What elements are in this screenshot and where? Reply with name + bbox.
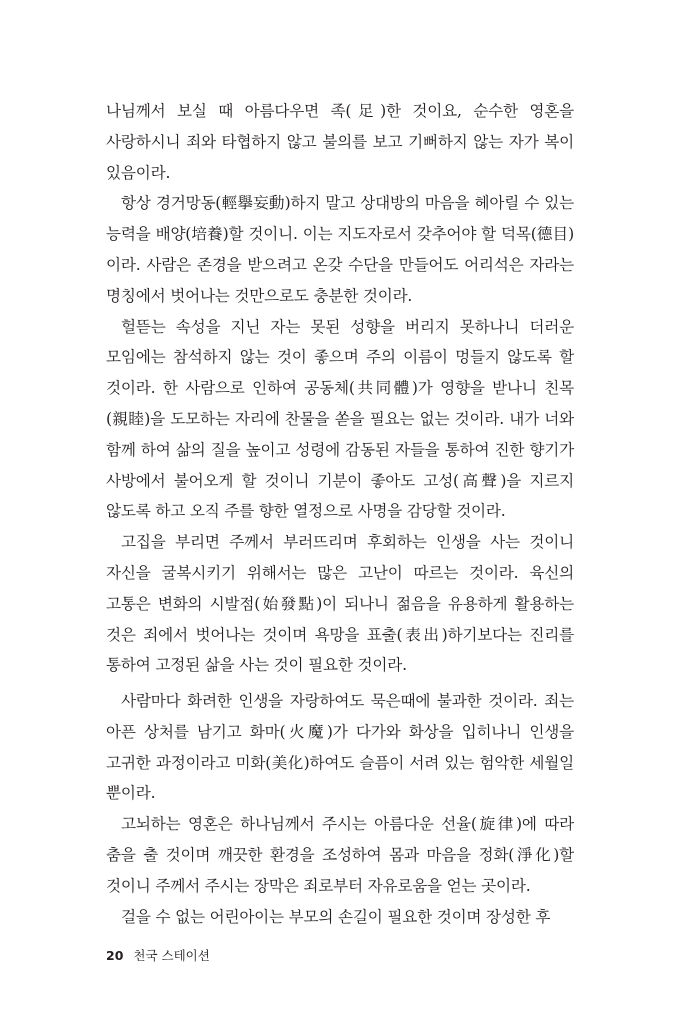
paragraph: 헐뜯는 속성을 지닌 자는 못된 성향을 버리지 못하나니 더러운 모임에는 참석하지 않는 것이 좋으며 주의 이름이 멍들지 않도록 할 것이라. 한 사람으로 인하여 공동체(共同體)가 영향을 받나니 친목(親睦)을 도모하는 자리에 찬물을 쏟을 필요는 없는 것이라. 내가 너와 함께 하여 삶의 질을 높이고 성령에 감동된 자들을 통하여 진한 향기가 사방에서 불어오게 할 것이니 기분이 좋아도 고성(高聲)을 지르지 않도록 하고 오직 주를 향한 열정으로 사명을 감당할 것이라. [106, 317, 574, 521]
text-section-2 [106, 686, 574, 932]
paragraph: 고집을 부리면 주께서 부러뜨리며 후회하는 인생을 사는 것이니 자신을 굴복시키기 위해서는 많은 고난이 따르는 것이라. 육신의 고통은 변화의 시발점(始發點)이 되나니 젊음을 유용하게 활용하는 것은 죄에서 벗어나는 것이며 욕망을 표출(表出)하기보다는 진리를 통하여 고정된 삶을 사는 것이 필요한 것이라. [106, 533, 574, 675]
paragraph: 고뇌하는 영혼은 하나님께서 주시는 아름다운 선율(旋律)에 따라 춤을 출 것이며 깨끗한 환경을 조성하여 몸과 마음을 정화(淨化)할 것이니 주께서 주시는 장막은 죄로부터 자유로움을 얻는 곳이라. [106, 815, 574, 895]
page-footer [106, 946, 210, 964]
page-number: 20 [106, 948, 124, 963]
text-section-1 [106, 96, 574, 681]
paragraph: 항상 경거망동(輕擧妄動)하지 말고 상대방의 마음을 헤아릴 수 있는 능력을 배양(培養)할 것이니. 이는 지도자로서 갖추어야 할 덕목(德目)이라. 사람은 존경을 받으려고 온갖 수단을 만들어도 어리석은 자라는 명칭에서 벗어나는 것만으로도 충분한 것이라. [106, 194, 574, 305]
book-title: 천국 스테이션 [133, 948, 210, 963]
paragraph-continuation: 나님께서 보실 때 아름다우면 족(足)한 것이요, 순수한 영혼을 사랑하시니 죄와 타협하지 않고 불의를 보고 기뻐하지 않는 자가 복이 있음이라. [106, 102, 574, 182]
paragraph: 걸을 수 없는 어린아이는 부모의 손길이 필요한 것이며 장성한 후 [121, 907, 551, 926]
paragraph: 사람마다 화려한 인생을 자랑하여도 묵은때에 불과한 것이라. 죄는 아픈 상처를 남기고 화마(火魔)가 다가와 화상을 입히나니 인생을 고귀한 과정이라고 미화(美化)하여도 슬픔이 서려 있는 험악한 세월일 뿐이라. [106, 692, 574, 803]
